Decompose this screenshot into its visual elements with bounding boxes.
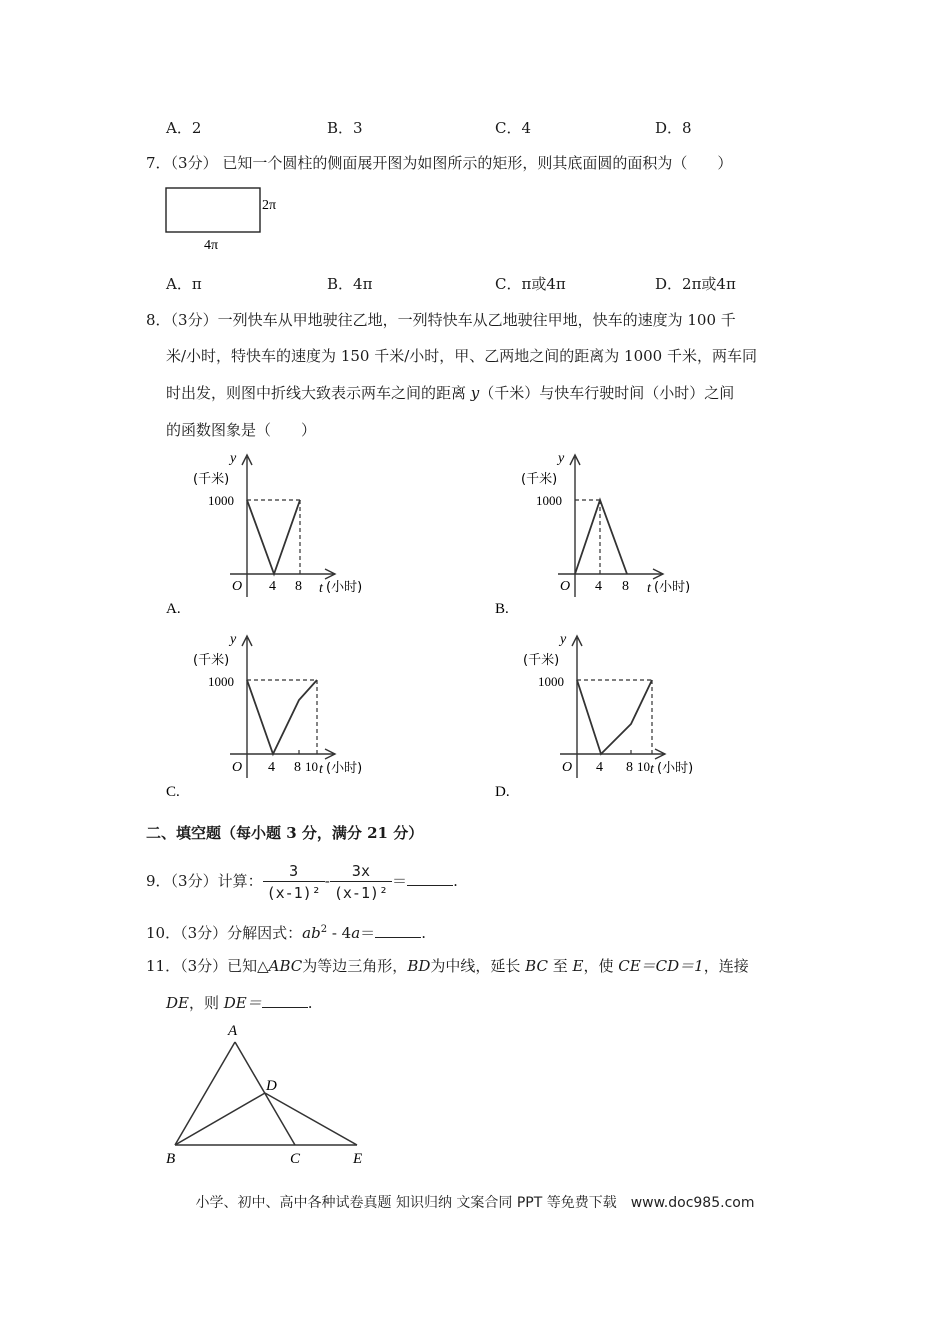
q10-expr-minus4: - 4 xyxy=(327,924,352,942)
x-axis-label: t xyxy=(319,581,323,596)
x-tick-4: 4 xyxy=(269,579,276,594)
q7-rectangle-figure xyxy=(160,185,290,255)
x-tick-8: 8 xyxy=(294,760,301,775)
q8-line-3-pre: 时出发，则图中折线大致表示两车之间的距离 xyxy=(166,384,471,402)
q11-answer-blank[interactable] xyxy=(262,993,308,1008)
graph-a xyxy=(160,445,400,620)
q11-period: . xyxy=(307,994,313,1012)
q11-text-3: 至 xyxy=(547,957,573,975)
q9-frac2-denominator: (x-1)² xyxy=(333,883,389,902)
q9-frac2-numerator: 3x xyxy=(330,861,392,882)
q11-de-equals: DE＝ xyxy=(223,994,262,1012)
q11-text-1: 为等边三角形， xyxy=(302,957,408,975)
q6-option-a: A．2 xyxy=(166,119,202,137)
q11-de: DE xyxy=(166,994,189,1012)
q9-minus: - xyxy=(324,872,330,890)
q7-score: （3分） xyxy=(170,154,218,172)
x-tick-8: 8 xyxy=(622,579,629,594)
q7-option-b: B．4π xyxy=(327,275,373,293)
y-axis-label: y xyxy=(558,451,565,466)
q9-frac1-denominator: (x-1)² xyxy=(266,883,321,902)
q11-text-4: ，使 xyxy=(583,957,619,975)
graph-d-label: D. xyxy=(495,784,510,800)
x-unit-label: (小时) xyxy=(657,761,694,776)
q9-fraction-1 xyxy=(263,861,325,904)
q9-fraction-2 xyxy=(330,861,392,904)
q8-line-4: 的函数图象是（ ） xyxy=(166,421,317,439)
data-line xyxy=(247,680,317,754)
q8-line-3-post: （千米）与快车行驶时间（小时）之间 xyxy=(479,384,735,402)
q8-line-3 xyxy=(166,383,734,403)
segment-de xyxy=(265,1093,357,1145)
q6-option-b: B．3 xyxy=(327,119,363,137)
q8-var-y: y xyxy=(470,384,480,402)
segment-ab xyxy=(175,1042,235,1145)
q7-number: 7． xyxy=(146,154,171,172)
x-tick-8: 8 xyxy=(295,579,302,594)
q11-bd: BD xyxy=(407,957,431,975)
q7-option-c: C．π或4π xyxy=(495,275,566,293)
data-line xyxy=(577,680,652,754)
y-unit-label: (千米) xyxy=(193,472,230,487)
point-e-label: E xyxy=(353,1151,363,1167)
q11-abc: ABC xyxy=(268,957,303,975)
point-c-label: C xyxy=(290,1151,301,1167)
q11-e: E xyxy=(572,957,584,975)
y-unit-label: (千米) xyxy=(521,472,558,487)
x-unit-label: (小时) xyxy=(326,761,363,776)
graph-d xyxy=(490,628,730,803)
graph-b xyxy=(490,445,730,620)
q9-prefix: 9．（3分）计算： xyxy=(146,872,263,890)
origin-label: O xyxy=(560,579,571,594)
q11-text-2: 为中线，延长 xyxy=(430,957,526,975)
q10-answer-blank[interactable] xyxy=(375,923,421,938)
q7-text: 已知一个圆柱的侧面展开图为如图所示的矩形，则其底面圆的面积为（ ） xyxy=(222,154,733,172)
q6-option-c: C．4 xyxy=(495,119,532,137)
q11-ce-cd: CE＝CD＝1 xyxy=(618,957,704,975)
footer-advert: 小学、初中、高中各种试卷真题 知识归纳 文案合同 PPT 等免费下载 www.doc985.com xyxy=(195,1195,755,1211)
origin-label: O xyxy=(232,579,243,594)
y-tick-1000: 1000 xyxy=(208,493,234,508)
q9-answer-blank[interactable] xyxy=(407,871,453,886)
y-unit-label: (千米) xyxy=(193,653,230,668)
x-tick-4: 4 xyxy=(595,579,602,594)
graph-c xyxy=(160,628,400,803)
q7-option-d: D．2π或4π xyxy=(655,275,736,293)
q11-bc: BC xyxy=(525,957,548,975)
rect-bottom-label: 4π xyxy=(204,238,219,253)
y-axis-label: y xyxy=(230,632,237,647)
origin-label: O xyxy=(232,760,243,775)
point-b-label: B xyxy=(166,1151,176,1167)
point-d-label: D xyxy=(266,1078,277,1094)
x-unit-label: (小时) xyxy=(654,580,691,595)
q10-stem xyxy=(146,920,426,943)
q11-prefix: 11．（3分）已知△ xyxy=(146,957,269,975)
q10-expr-ab: ab xyxy=(302,924,321,942)
segment-bd xyxy=(175,1093,265,1145)
point-a-label: A xyxy=(228,1023,238,1039)
graph-a-label: A. xyxy=(166,601,181,617)
q8-line-2: 米/小时，特快车的速度为 150 千米/小时，甲、乙两地之间的距离为 1000 千米，两车同 xyxy=(166,347,757,365)
graph-c-label: C. xyxy=(166,784,180,800)
q9-period: . xyxy=(453,872,458,890)
q10-exponent: 2 xyxy=(320,924,328,935)
q7-stem xyxy=(146,153,732,173)
x-tick-4: 4 xyxy=(596,760,603,775)
q10-prefix: 10．（3分）分解因式： xyxy=(146,924,303,942)
q9-frac1-numerator: 3 xyxy=(263,861,325,882)
y-unit-label: (千米) xyxy=(523,653,560,668)
x-tick-4: 4 xyxy=(268,760,275,775)
q8-line-1: 8．（3分）一列快车从甲地驶往乙地，一列特快车从乙地驶往甲地，快车的速度为 100 千 xyxy=(146,311,736,329)
q11-line-1 xyxy=(146,956,749,976)
rect-side-label: 2π xyxy=(262,198,277,213)
rectangle-shape xyxy=(166,188,260,232)
y-tick-1000: 1000 xyxy=(538,674,564,689)
q11-text-5: ，连接 xyxy=(703,957,749,975)
data-line xyxy=(575,500,627,574)
y-tick-1000: 1000 xyxy=(208,674,234,689)
x-tick-8: 8 xyxy=(626,760,633,775)
x-unit-label: (小时) xyxy=(326,580,363,595)
q10-equals: ＝ xyxy=(360,924,376,942)
q11-text-6: ，则 xyxy=(188,994,224,1012)
x-tick-10: 10 xyxy=(637,759,650,774)
x-axis-label: t xyxy=(650,762,654,777)
q10-expr-a: a xyxy=(351,924,361,942)
x-axis-label: t xyxy=(319,762,323,777)
data-line xyxy=(247,500,300,574)
y-tick-1000: 1000 xyxy=(536,493,562,508)
q6-option-d: D．8 xyxy=(655,119,692,137)
q11-triangle-figure xyxy=(150,1015,390,1170)
y-axis-label: y xyxy=(560,632,567,647)
q7-option-a: A．π xyxy=(166,275,202,293)
origin-label: O xyxy=(562,760,573,775)
graph-b-label: B. xyxy=(495,601,509,617)
section-2-heading: 二、填空题（每小题 3 分，满分 21 分） xyxy=(146,824,424,842)
q11-line-2 xyxy=(166,993,313,1013)
q9-equals: ＝ xyxy=(392,872,408,890)
y-axis-label: y xyxy=(230,451,237,466)
q9-stem xyxy=(146,858,458,904)
q10-period: . xyxy=(421,924,426,942)
x-tick-10: 10 xyxy=(305,759,318,774)
x-axis-label: t xyxy=(647,581,651,596)
